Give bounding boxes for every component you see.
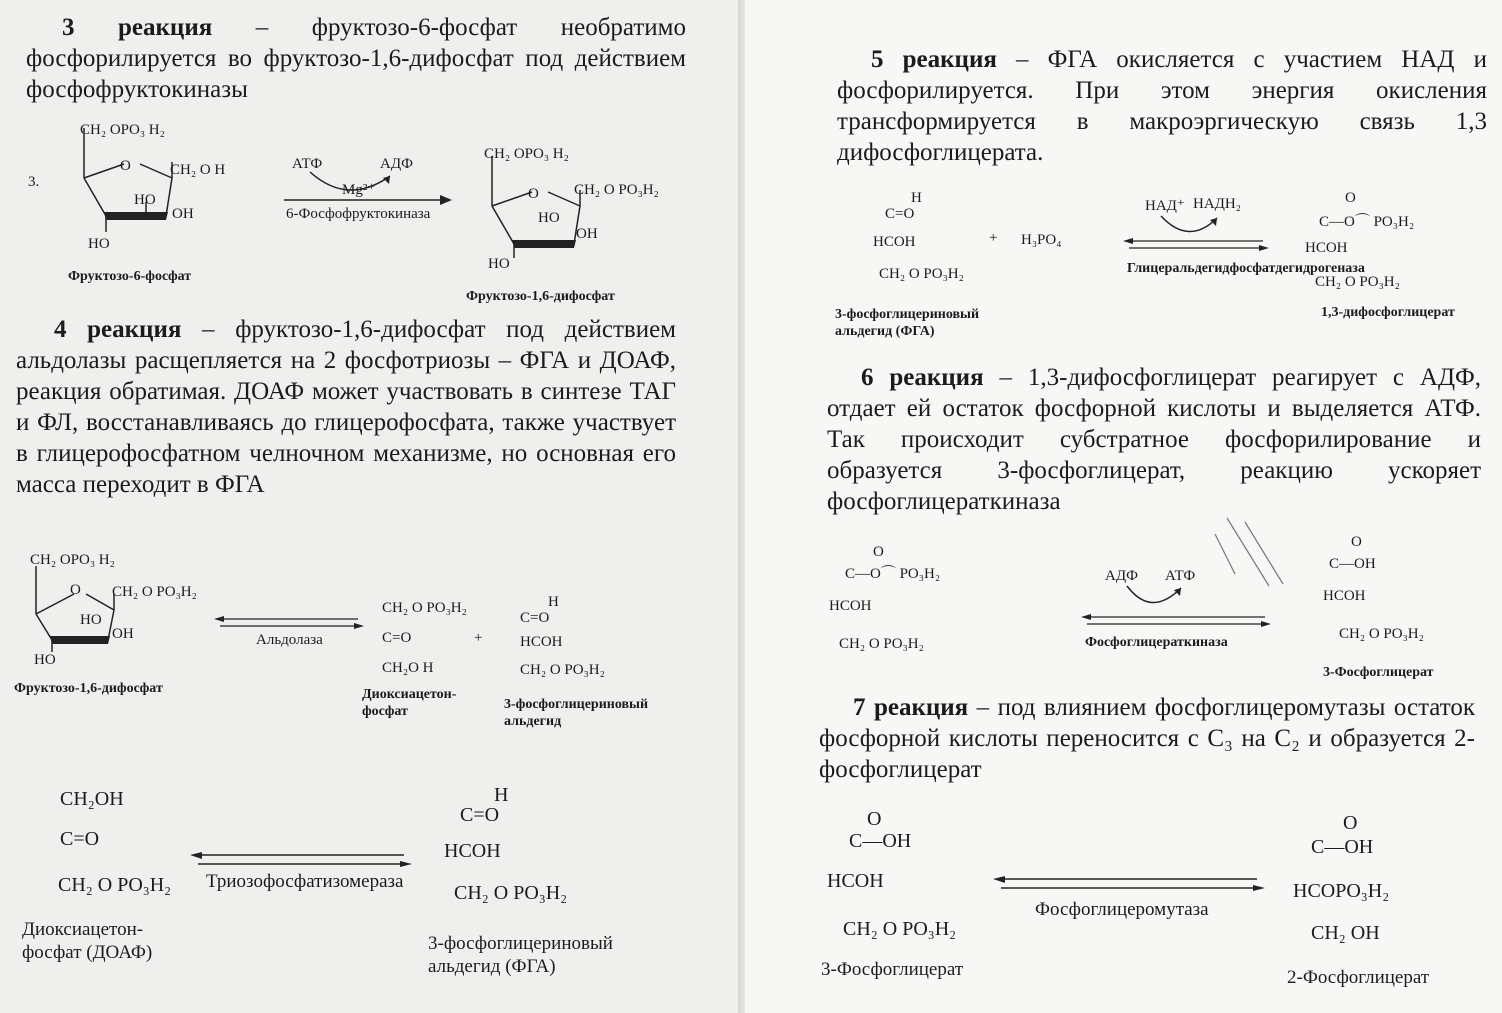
product-ring-oxygen: O bbox=[528, 186, 539, 202]
dhap-line-3: CH₂O H bbox=[382, 660, 434, 676]
reaction-3-text bbox=[26, 12, 686, 105]
reaction-4-title: 4 реакция bbox=[54, 316, 182, 343]
product-oh: OH bbox=[576, 226, 598, 242]
atp-label: АТФ bbox=[1165, 568, 1196, 584]
enzyme-label: Фосфоглицеромутаза bbox=[1035, 899, 1209, 920]
cofactor-curve-arrow bbox=[1121, 584, 1201, 614]
magnesium-label: Mg²⁺ bbox=[342, 182, 376, 198]
phosphoric-acid: H₃PO₄ bbox=[1021, 232, 1062, 248]
adp-label: АДФ bbox=[1105, 568, 1138, 584]
substrate-line-3: CH₂ O PO₃H₂ bbox=[839, 636, 924, 652]
product-line-0: O bbox=[1351, 534, 1362, 550]
scheme-number: 3. bbox=[28, 174, 40, 190]
ho-inner: HO bbox=[80, 612, 102, 628]
reaction-5-body: – ФГА окисляется с участием НАД и фосфорилируется. При этом энергия окисления трансформируется в макроэргическую связь 1,3 дифосфоглицерата. bbox=[837, 46, 1487, 166]
reaction-arrow bbox=[284, 194, 454, 206]
enzyme-label: Глицеральдегидфосфатдегидрогеназа bbox=[1127, 261, 1365, 276]
product-line-2: HCOPO₃H₂ bbox=[1293, 880, 1390, 902]
ho-inner: HO bbox=[134, 192, 156, 208]
substrate-label: Фруктозо-1,6-дифосфат bbox=[14, 681, 163, 696]
product-label: Фруктозо-1,6-дифосфат bbox=[466, 289, 615, 304]
substrate-line-3: CH₂ O PO₃H₂ bbox=[879, 266, 964, 282]
ch2-group-top: CH₂ OPO₃ H₂ bbox=[80, 122, 165, 138]
reaction-7-text bbox=[819, 692, 1475, 785]
oh-group: OH bbox=[172, 206, 194, 222]
product-ho-bottom: HO bbox=[488, 256, 510, 272]
ring-oxygen: O bbox=[120, 158, 131, 174]
enzyme-label: Альдолаза bbox=[256, 632, 323, 648]
reaction-6-title: 6 реакция bbox=[861, 364, 984, 391]
atp-label: АТФ bbox=[292, 156, 323, 172]
gap-line-3: CH₂ O PO₃H₂ bbox=[454, 882, 568, 904]
dhap-line-1: CH₂ O PO₃H₂ bbox=[382, 600, 467, 616]
equilibrium-arrow bbox=[993, 876, 1265, 892]
gap-line-3: CH₂ O PO₃H₂ bbox=[520, 662, 605, 678]
reaction-6-text bbox=[827, 362, 1481, 517]
reaction-7-title: 7 реакция bbox=[853, 694, 969, 721]
product-ch2-top: CH₂ OPO₃ H₂ bbox=[484, 146, 569, 162]
right-page bbox=[745, 0, 1502, 1013]
ch2-oh-group: CH₂ O H bbox=[170, 162, 226, 178]
reaction-3-body: – фруктозо-6-фосфат необратимо фосфорилируется во фруктозо-1,6-дифосфат под действием фосфофруктокиназы bbox=[26, 14, 686, 103]
product-ho-inner: HO bbox=[538, 210, 560, 226]
substrate-line-1: C—O⌒ PO₃H₂ bbox=[845, 566, 941, 582]
reaction-6-body: – 1,3-дифосфоглицерат реагирует с АДФ, отдает ей остаток фосфорной кислоты и выделяется АТФ. Так происходит субстратное фосфорилирование и образуется 3-фосфоглицерат, реакцию ускоряет фосфоглицераткиназа bbox=[827, 364, 1481, 515]
product-label: 3-Фосфоглицерат bbox=[1323, 665, 1434, 680]
ho-bottom: HO bbox=[88, 236, 110, 252]
product-line-1: C—OH bbox=[1311, 836, 1374, 858]
reaction-7-body: – под влиянием фосфоглицеромутазы остаток фосфорной кислоты переносится с C₃ на C₂ и образуется 2-фосфоглицерат bbox=[819, 694, 1475, 783]
substrate-label: 3-Фосфоглицерат bbox=[821, 959, 964, 980]
substrate-line-1: C=O bbox=[885, 206, 915, 222]
substrate-line-2: HCOH bbox=[827, 870, 884, 892]
handwritten-pencil-mark bbox=[1205, 514, 1295, 594]
substrate-line-1: C—OH bbox=[849, 830, 912, 852]
substrate-line-0: O bbox=[873, 544, 884, 560]
ho-bottom: HO bbox=[34, 652, 56, 668]
product-line-0: O bbox=[1343, 812, 1358, 834]
reaction-3-title: 3 реакция bbox=[62, 14, 213, 41]
dhap-line-2: C=O bbox=[382, 630, 412, 646]
product-line-1: C—OH bbox=[1329, 556, 1376, 572]
substrate-line-0: O bbox=[867, 808, 882, 830]
product-line-3: CH₂ O PO₃H₂ bbox=[1315, 274, 1400, 290]
dhap-line-1: CH₂OH bbox=[60, 788, 124, 810]
ch2-group-right: CH₂ O PO₃H₂ bbox=[112, 584, 197, 600]
gap-label: 3-фосфоглицериновый альдегид (ФГА) bbox=[428, 933, 613, 977]
enzyme-label: Триозофосфатизомераза bbox=[206, 871, 404, 892]
equilibrium-arrow bbox=[190, 852, 412, 868]
plus-sign: + bbox=[474, 630, 483, 646]
adp-label: АДФ bbox=[380, 156, 413, 172]
equilibrium-arrow bbox=[214, 616, 364, 630]
reaction-4-text bbox=[16, 314, 676, 500]
enzyme-label: Фосфоглицераткиназа bbox=[1085, 635, 1228, 650]
gap-line-2: HCOH bbox=[520, 634, 563, 650]
dhap-line-2: C=O bbox=[60, 828, 100, 850]
reaction-4-body: – фруктозо-1,6-дифосфат под действием альдолазы расщепляется на 2 фосфотриозы – ФГА и ДОАФ, реакция обратимая. ДОАФ может участвовать в синтезе ТАГ и ФЛ, восстанавливаясь до глицерофосфата, также участвует в глицерофосфатном челночном механизме, но основная его масса переходит в ФГА bbox=[16, 316, 676, 498]
ring-oxygen: O bbox=[70, 582, 81, 598]
dhap-label: Диоксиацетон-фосфат bbox=[362, 687, 457, 719]
gap-line-1: C=O bbox=[520, 610, 550, 626]
gap-line-0: H bbox=[494, 784, 509, 806]
substrate-line-2: HCOH bbox=[873, 234, 916, 250]
product-line-2: HCOH bbox=[1305, 240, 1348, 256]
dhap-label: Диоксиацетон-фосфат (ДОАФ) bbox=[22, 919, 153, 963]
gap-label: 3-фосфоглицериновый альдегид bbox=[504, 697, 649, 729]
equilibrium-arrow bbox=[1081, 614, 1271, 628]
nadh-label: НАДН₂ bbox=[1193, 196, 1241, 212]
product-line-1: C—O⌒ PO₃H₂ bbox=[1319, 214, 1415, 230]
product-line-2: HCOH bbox=[1323, 588, 1366, 604]
product-ch2-right: CH₂ O PO₃H₂ bbox=[574, 182, 659, 198]
substrate-label: Фруктозо-6-фосфат bbox=[68, 269, 192, 284]
substrate-line-2: HCOH bbox=[829, 598, 872, 614]
product-label: 1,3-дифосфоглицерат bbox=[1321, 305, 1455, 320]
equilibrium-arrow bbox=[1123, 238, 1269, 252]
product-line-0: O bbox=[1345, 190, 1356, 206]
reaction-5-title: 5 реакция bbox=[871, 46, 997, 73]
enzyme-label: 6-Фосфофруктокиназа bbox=[286, 206, 431, 222]
product-line-3: CH₂ OH bbox=[1311, 922, 1380, 944]
gap-line-2: HCOH bbox=[444, 840, 501, 862]
left-page bbox=[0, 0, 745, 1013]
gap-line-0: H bbox=[548, 594, 559, 610]
ch2-group-top: CH₂ OPO₃ H₂ bbox=[30, 552, 115, 568]
gap-line-1: C=O bbox=[460, 804, 500, 826]
oh-group: OH bbox=[112, 626, 134, 642]
plus-sign: + bbox=[989, 230, 998, 246]
substrate-line-0: H bbox=[911, 190, 922, 206]
product-line-3: CH₂ O PO₃H₂ bbox=[1339, 626, 1424, 642]
substrate-label: 3-фосфоглицериновый альдегид (ФГА) bbox=[835, 307, 980, 339]
substrate-line-3: CH₂ O PO₃H₂ bbox=[843, 918, 957, 940]
nad-label: НАД⁺ bbox=[1145, 198, 1185, 214]
dhap-line-3: CH₂ O PO₃H₂ bbox=[58, 874, 172, 896]
product-label: 2-Фосфоглицерат bbox=[1287, 967, 1430, 988]
reaction-5-text bbox=[837, 44, 1487, 168]
